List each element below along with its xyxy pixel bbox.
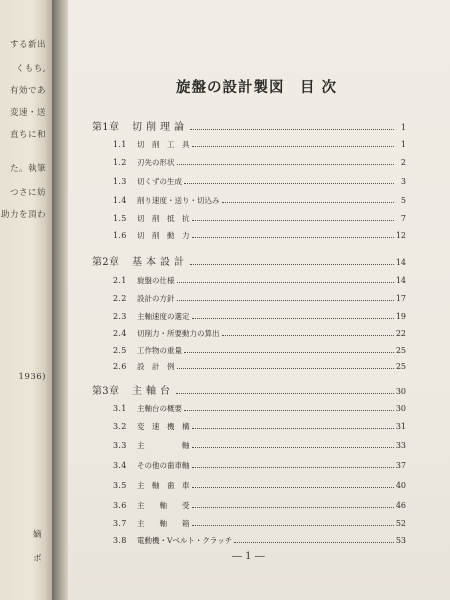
toc-section-row: [92, 403, 406, 419]
section-number: 2.1: [113, 276, 127, 285]
dot-leader: [190, 129, 394, 130]
dot-leader: [222, 202, 395, 203]
page-number: 46: [395, 501, 406, 510]
chapter-number: 第3章: [92, 386, 120, 397]
dot-leader: [234, 542, 394, 543]
page-number: 53: [395, 536, 406, 545]
section-number: 2.4: [113, 329, 127, 338]
dot-leader: [192, 525, 394, 526]
section-title: 切 削 工 具: [137, 140, 190, 149]
page-number: 17: [395, 294, 406, 303]
toc-section-row: [92, 460, 406, 476]
left-page-text: 直ちに和: [9, 130, 46, 140]
left-page-text: 有効であ: [9, 86, 46, 96]
toc-section-row: [92, 213, 406, 229]
page-number: 52: [395, 519, 406, 528]
section-number: 2.2: [113, 294, 127, 303]
section-title: 刃先の形状: [137, 158, 175, 167]
dot-leader: [184, 352, 394, 353]
dot-leader: [190, 264, 394, 265]
page-number: 22: [395, 329, 406, 338]
toc-section-row: [92, 345, 406, 361]
book-gutter: [52, 0, 68, 600]
toc-chapter-row: [92, 382, 406, 398]
section-title: 切削力・所要動力の算出: [137, 329, 220, 338]
section-title: その他の歯車軸: [137, 461, 190, 470]
section-number: 2.5: [113, 346, 127, 355]
section-number: 3.8: [113, 536, 127, 545]
chapter-number: 第2章: [92, 257, 120, 268]
page-number: 3: [400, 177, 406, 186]
page-number: 14: [395, 258, 406, 267]
dot-leader: [184, 183, 394, 184]
dot-leader: [184, 410, 394, 411]
left-page-text: つさに妨: [9, 188, 46, 198]
left-page-text: する新出: [9, 40, 46, 50]
dot-leader: [177, 164, 395, 165]
section-number: 1.1: [113, 140, 127, 149]
section-title: 主 軸 箱: [137, 519, 190, 528]
toc-section-row: [92, 535, 406, 551]
page-footer-number: ― 1 ―: [232, 551, 265, 562]
page-number: 40: [395, 481, 406, 490]
section-title: 削り速度・送り・切込み: [137, 196, 220, 205]
chapter-title: 主軸台: [132, 386, 174, 397]
chapter-title: 基本設計: [132, 257, 188, 268]
section-number: 3.2: [113, 422, 127, 431]
chapter-number: 第1章: [92, 122, 120, 133]
page-number: 2: [400, 158, 406, 167]
toc-section-row: [92, 328, 406, 344]
section-title: 設計の方針: [137, 294, 175, 303]
section-number: 3.5: [113, 481, 127, 490]
toc-section-row: [92, 176, 406, 192]
section-number: 3.4: [113, 461, 127, 470]
dot-leader: [177, 368, 394, 369]
page-number: 12: [395, 231, 406, 240]
dot-leader: [192, 318, 394, 319]
page-number: 19: [395, 312, 406, 321]
left-page-text: 助力を頂わ: [0, 210, 46, 220]
toc-section-row: [92, 500, 406, 516]
toc-section-row: [92, 157, 406, 173]
toc-section-row: [92, 480, 406, 496]
dot-leader: [192, 428, 394, 429]
page-number: 1: [400, 123, 406, 132]
dot-leader: [177, 300, 394, 301]
dot-leader: [192, 220, 395, 221]
section-number: 1.3: [113, 177, 127, 186]
section-number: 2.3: [113, 312, 127, 321]
page-number: 14: [395, 276, 406, 285]
section-title: 主 軸 歯 車: [137, 481, 190, 490]
left-page: [0, 0, 52, 600]
dot-leader: [192, 487, 394, 488]
page-number: 1: [400, 140, 406, 149]
page-number: 37: [395, 461, 406, 470]
toc-chapter-row: [92, 118, 406, 134]
section-title: 主軸速度の選定: [137, 312, 190, 321]
dot-leader: [222, 335, 394, 336]
section-title: 電動機・Vベルト・クラッチ: [137, 536, 233, 545]
dot-leader: [192, 447, 394, 448]
section-title: 設 計 例: [137, 362, 175, 371]
left-page-text: 1936): [18, 372, 46, 382]
left-page-text: くもち,: [15, 64, 46, 74]
page-number: 30: [395, 387, 406, 396]
section-title: 切 削 抵 抗: [137, 214, 190, 223]
dot-leader: [192, 237, 394, 238]
page-number: 30: [395, 404, 406, 413]
section-title: 主軸台の概要: [137, 404, 182, 413]
toc-section-row: [92, 311, 406, 327]
section-number: 1.4: [113, 196, 127, 205]
section-title: 主 軸 受: [137, 501, 190, 510]
section-number: 3.6: [113, 501, 127, 510]
section-title: 旋盤の仕様: [137, 276, 175, 285]
page-number: 7: [400, 214, 406, 223]
page-number: 25: [395, 362, 406, 371]
page-number: 25: [395, 346, 406, 355]
toc-section-row: [92, 275, 406, 291]
section-title: 切 削 動 力: [137, 231, 190, 240]
section-number: 1.2: [113, 158, 127, 167]
chapter-title: 切削理論: [132, 122, 188, 133]
page-number: 5: [400, 196, 406, 205]
toc-chapter-row: [92, 253, 406, 269]
section-number: 1.5: [113, 214, 127, 223]
toc-title: 旋盤の設計製図 目 次: [176, 79, 338, 96]
section-number: 3.1: [113, 404, 127, 413]
toc-section-row: [92, 230, 406, 246]
section-title: 切くずの生成: [137, 177, 182, 186]
page-number: 31: [395, 422, 406, 431]
left-page-text: た。執筆: [9, 164, 46, 174]
section-number: 2.6: [113, 362, 127, 371]
toc-section-row: [92, 440, 406, 456]
section-number: 1.6: [113, 231, 127, 240]
left-page-text: ボ: [32, 554, 42, 564]
left-page-text: 嫡: [32, 530, 42, 540]
dot-leader: [192, 507, 394, 508]
dot-leader: [176, 393, 394, 394]
section-number: 3.3: [113, 441, 127, 450]
dot-leader: [192, 146, 395, 147]
dot-leader: [177, 282, 394, 283]
section-title: 工作物の重量: [137, 346, 182, 355]
toc-section-row: [92, 421, 406, 437]
dot-leader: [192, 467, 394, 468]
toc-section-row: [92, 361, 406, 377]
toc-section-row: [92, 195, 406, 211]
section-number: 3.7: [113, 519, 127, 528]
section-title: 変 速 機 構: [137, 422, 190, 431]
section-title: 主 軸: [137, 441, 190, 450]
toc-section-row: [92, 293, 406, 309]
left-page-text: 変速・送: [9, 108, 46, 118]
toc-section-row: [92, 139, 406, 155]
page-number: 33: [395, 441, 406, 450]
toc-section-row: [92, 518, 406, 534]
